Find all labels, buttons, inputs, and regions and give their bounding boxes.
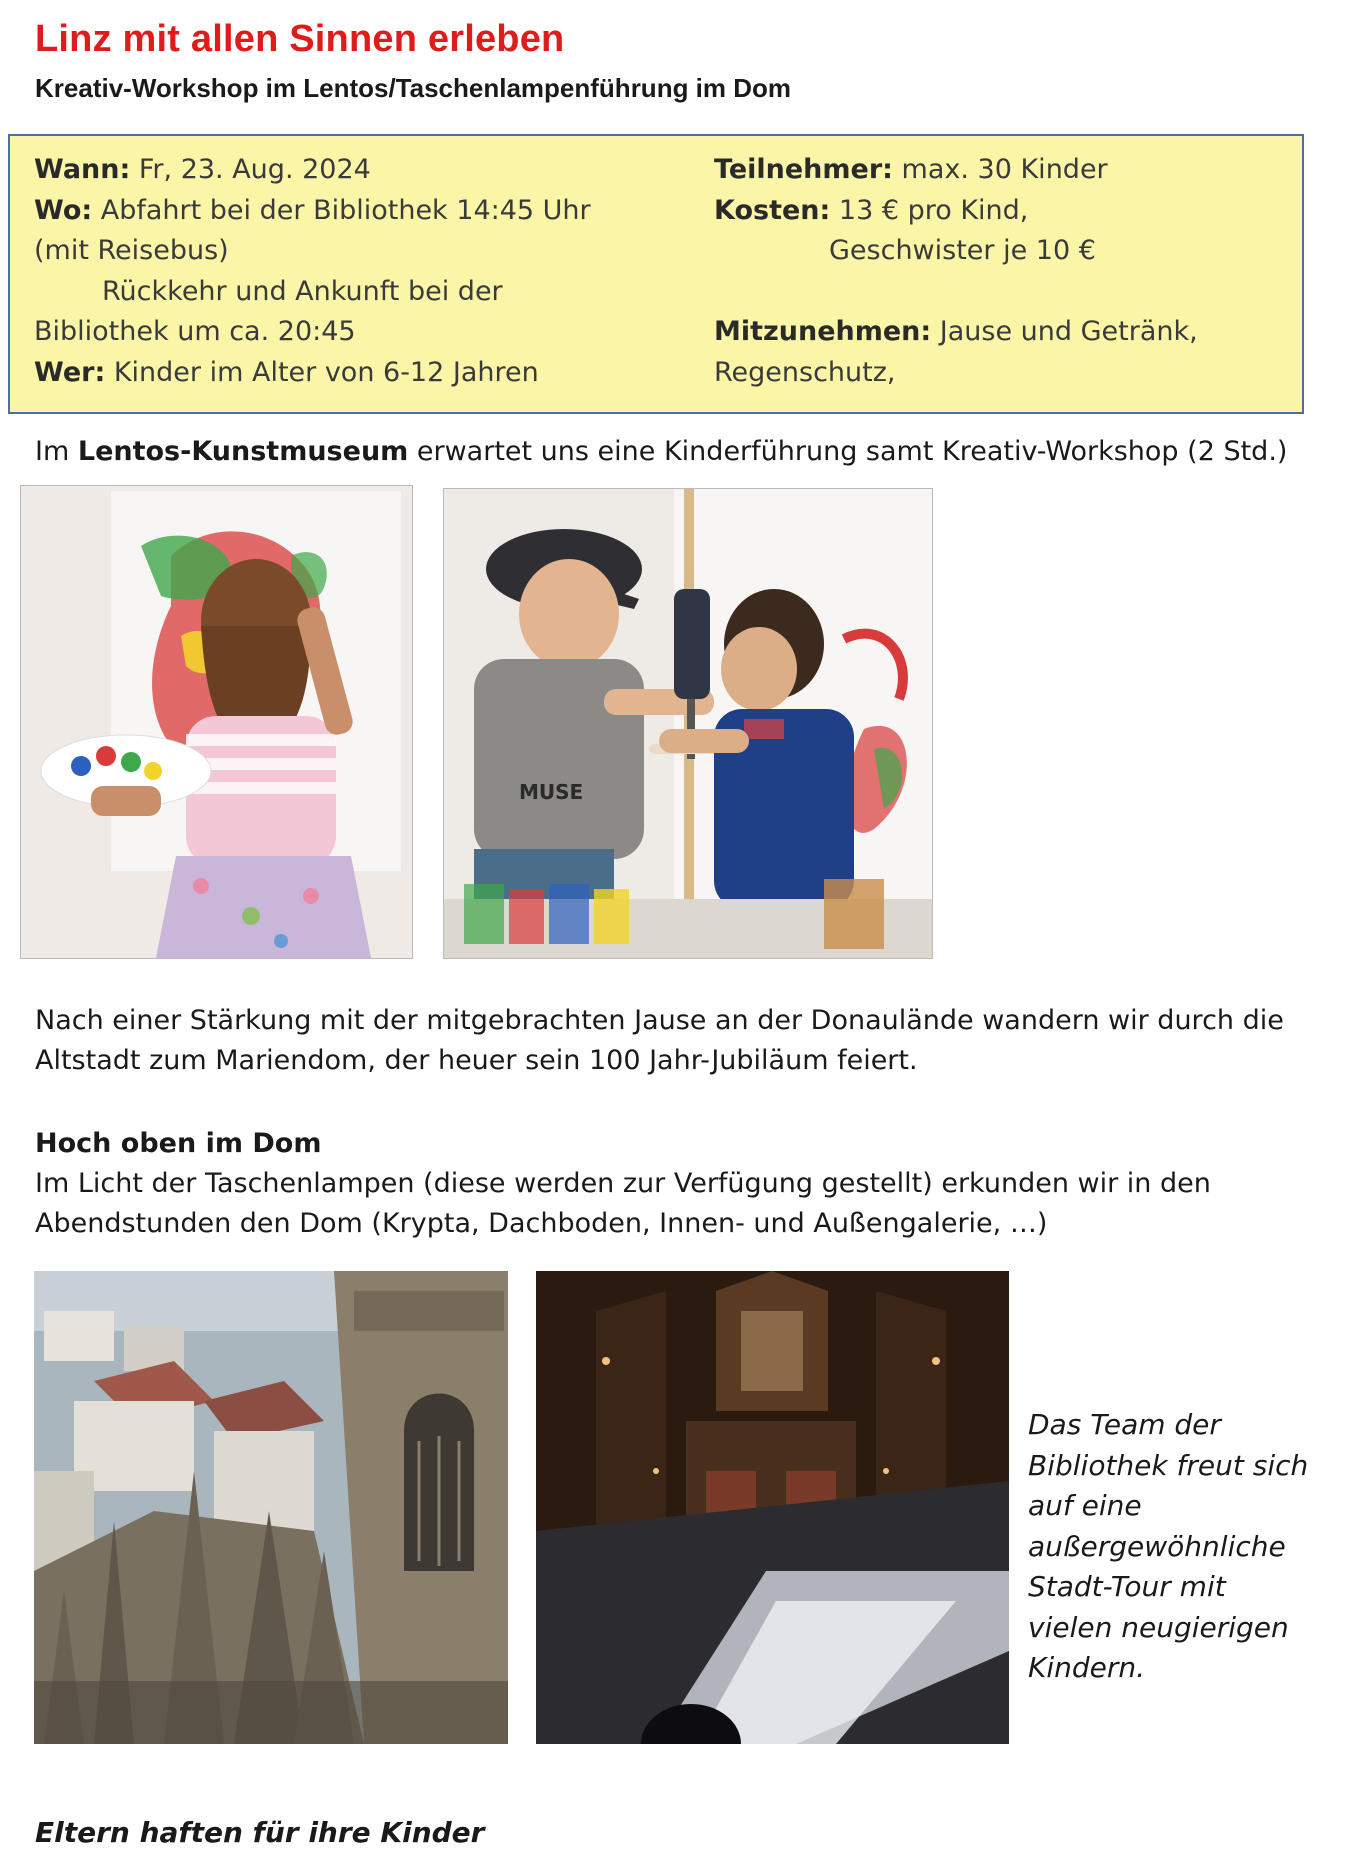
- walk-paragraph: [35, 1001, 1284, 1081]
- dom-line1: Im Licht der Taschenlampen (diese werden zur Verfügung gestellt) erkunden wir in den: [35, 1168, 1211, 1199]
- wo-value: Abfahrt bei der Bibliothek 14:45 Uhr: [92, 194, 591, 226]
- mitzunehmen-value: Jause und Getränk,: [931, 316, 1198, 347]
- wer-label: Wer:: [34, 356, 106, 388]
- page-subtitle: Kreativ-Workshop im Lentos/Taschenlampenführung im Dom: [35, 73, 792, 103]
- lentos-prefix: Im: [35, 436, 78, 467]
- info-column-right: [714, 150, 1198, 393]
- info-wann: [34, 150, 591, 191]
- info-kosten-line2: Geschwister je 10 €: [829, 235, 1096, 266]
- teilnehmer-value: max. 30 Kinder: [892, 154, 1108, 185]
- teilnehmer-label: Teilnehmer:: [714, 154, 893, 185]
- info-spacer: [714, 272, 1198, 313]
- info-wo-line4: Bibliothek um ca. 20:45: [34, 316, 356, 347]
- caption-line4: außergewöhnliche: [1028, 1529, 1286, 1563]
- photo-boys-workshop: [443, 488, 933, 959]
- info-wo: [34, 191, 591, 232]
- info-wo-line2: (mit Reisebus): [34, 235, 229, 266]
- lentos-name: Lentos-Kunstmuseum: [77, 436, 409, 467]
- team-caption: [1028, 1405, 1328, 1689]
- info-mitzunehmen-line2: Regenschutz,: [714, 356, 896, 388]
- photo-girl-painting: [20, 485, 413, 959]
- wer-value: Kinder im Alter von 6-12 Jahren: [105, 356, 539, 388]
- mitzunehmen-label: Mitzunehmen:: [714, 316, 932, 347]
- info-kosten: [714, 191, 1198, 232]
- dom-heading: Hoch oben im Dom: [35, 1128, 322, 1159]
- wo-label: Wo:: [34, 194, 93, 226]
- caption-line5: Stadt-Tour mit: [1028, 1570, 1226, 1603]
- info-mitzunehmen: [714, 312, 1198, 353]
- info-wer: [34, 353, 591, 394]
- page-title: Linz mit allen Sinnen erleben: [35, 18, 565, 60]
- photo-shirt-text: MUSE: [519, 780, 584, 804]
- info-wo-line3: Rückkehr und Ankunft bei der: [102, 275, 503, 307]
- caption-line6: vielen neugierigen: [1028, 1610, 1289, 1644]
- lentos-suffix: erwartet uns eine Kinderführung samt Kreativ-Workshop (2 Std.): [408, 436, 1288, 467]
- dom-section: [35, 1124, 1211, 1244]
- kosten-value: 13 € pro Kind,: [830, 194, 1029, 226]
- caption-line1: Das Team der: [1028, 1408, 1221, 1441]
- walk-line1: Nach einer Stärkung mit der mitgebrachten Jause an der Donaulände wandern wir durch die: [35, 1005, 1284, 1036]
- walk-line2: Altstadt zum Mariendom, der heuer sein 100 Jahr-Jubiläum feiert.: [35, 1045, 918, 1076]
- photo-city-view: [34, 1271, 508, 1744]
- footer-note: Eltern haften für ihre Kinder: [35, 1816, 485, 1849]
- wann-value: Fr, 23. Aug. 2024: [130, 154, 371, 185]
- info-column-left: [34, 150, 591, 393]
- caption-line7: Kindern.: [1028, 1651, 1146, 1684]
- wann-label: Wann:: [34, 154, 131, 185]
- info-teilnehmer: [714, 150, 1198, 191]
- caption-line2: Bibliothek freut sich: [1028, 1448, 1309, 1482]
- dom-line2: Abendstunden den Dom (Krypta, Dachboden, Innen- und Außengalerie, …): [35, 1208, 1048, 1239]
- photo-dom-interior: [536, 1271, 1009, 1744]
- caption-line3: auf eine: [1028, 1489, 1142, 1522]
- lentos-intro: [35, 432, 1287, 472]
- kosten-label: Kosten:: [714, 194, 831, 226]
